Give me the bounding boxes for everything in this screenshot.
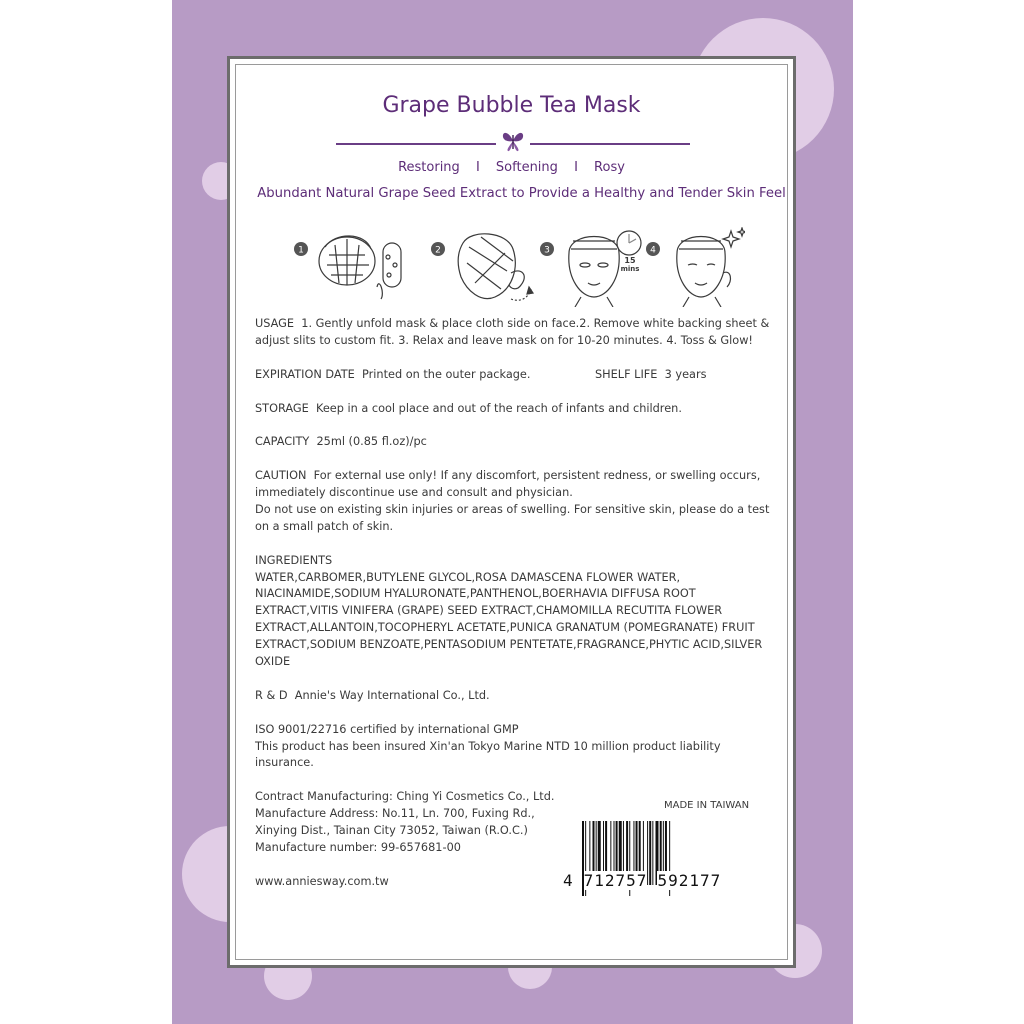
title-rule-right [530, 143, 690, 145]
expiration-text: Printed on the outer package. [362, 367, 531, 381]
shelf-life [595, 367, 707, 384]
expiration-label: EXPIRATION DATE [255, 367, 355, 381]
rd-text: Annie's Way International Co., Ltd. [294, 688, 490, 702]
ingredients-text: WATER,CARBOMER,BUTYLENE GLYCOL,ROSA DAMASCENA FLOWER WATER, NIACINAMIDE,SODIUM HYALURONATE,PANTHENOL,BOERHAVIA DIFFUSA ROOT EXTRACT,VITIS VINIFERA (GRAPE) SEED EXTRACT,CHAMOMILLA RECUTITA FLOWER EXTRACT,ALLANTOIN,TOCOPHERYL ACETATE,PUNICA GRANATUM (POMEGRANATE) FRUIT EXTRACT,SODIUM BENZOATE,PENTASODIUM PENTETATE,FRAGRANCE,PHYTIC ACID,SILVER OXIDE [255, 570, 763, 669]
ingredients-label: INGREDIENTS [255, 553, 333, 567]
timer-unit: mins [620, 265, 640, 273]
step-number-4: 4 [650, 245, 656, 256]
certification-line-1: ISO 9001/22716 certified by international GMP [255, 722, 519, 736]
barcode-digits-left: 712757 [583, 871, 648, 890]
capacity-label: CAPACITY [255, 435, 310, 449]
rd-section [255, 688, 775, 705]
ingredients-section [255, 553, 775, 671]
caution-section [255, 468, 775, 536]
tagline-rosy: Rosy [594, 160, 625, 175]
storage-section [255, 401, 775, 418]
rd-label: R & D [255, 688, 288, 702]
caution-text-2: Do not use on existing skin injuries or areas of swelling. For sensitive skin, please do a test on a small patch of skin. [255, 502, 770, 533]
product-details [255, 316, 775, 908]
product-subtitle: Abundant Natural Grape Seed Extract to Provide a Healthy and Tender Skin Feel [257, 186, 786, 201]
caution-label: CAUTION [255, 469, 307, 483]
usage-text: 1. Gently unfold mask & place cloth side on face.2. Remove white backing sheet & adjust slits to custom fit. 3. Relax and leave mask on for 10-20 minutes. 4. Toss & Glow! [255, 317, 770, 347]
usage-section [255, 316, 775, 350]
website-text: www.anniesway.com.tw [255, 874, 389, 888]
step-4-illustration [646, 228, 745, 307]
storage-label: STORAGE [255, 401, 309, 415]
expiration-section [255, 367, 775, 384]
capacity-text: 25ml (0.85 fl.oz)/pc [316, 435, 427, 449]
made-in-taiwan: MADE IN TAIWAN [664, 800, 750, 811]
barcode-digits [563, 871, 721, 890]
manufacture-address-1: Manufacture Address: No.11, Ln. 700, Fuxing Rd., [255, 807, 535, 821]
step-1-illustration [294, 236, 401, 299]
barcode-digits-right: 592177 [657, 871, 722, 890]
step-number-3: 3 [544, 245, 550, 256]
capacity-section [255, 434, 775, 451]
title-rule-left [336, 143, 496, 145]
tagline-restoring: Restoring [398, 160, 460, 175]
step-2-illustration [431, 234, 533, 300]
butterfly-icon [500, 129, 526, 153]
manufacture-address-2: Xinying Dist., Tainan City 73052, Taiwan (R.O.C.) [255, 824, 528, 838]
caution-text-1: For external use only! If any discomfort, persistent redness, or swelling occurs, immediately discontinue use and consult and physician. [255, 469, 761, 499]
tagline-softening: Softening [495, 160, 558, 175]
barcode-digit-first: 4 [563, 871, 574, 890]
label-card [227, 56, 796, 968]
certification-section [255, 722, 775, 773]
certification-line-2: This product has been insured Xin'an Tokyo Marine NTD 10 million product liability insurance. [255, 739, 721, 770]
product-title: Grape Bubble Tea Mask [382, 93, 641, 118]
manufacture-number: Manufacture number: 99-657681-00 [255, 840, 461, 854]
usage-steps-illustration [285, 227, 745, 307]
storage-text: Keep in a cool place and out of the reach of infants and children. [315, 401, 682, 415]
step-number-2: 2 [435, 245, 441, 256]
timer-value: 15 [624, 256, 636, 265]
shelf-life-text: 3 years [664, 367, 707, 381]
tagline-separator: I [574, 160, 578, 175]
manufacturer-name: Contract Manufacturing: Ching Yi Cosmetics Co., Ltd. [255, 790, 555, 804]
step-number-1: 1 [298, 245, 304, 256]
shelf-life-label: SHELF LIFE [595, 367, 658, 381]
tagline-row [230, 160, 793, 175]
usage-label: USAGE [255, 317, 295, 330]
tagline-separator: I [475, 160, 480, 175]
